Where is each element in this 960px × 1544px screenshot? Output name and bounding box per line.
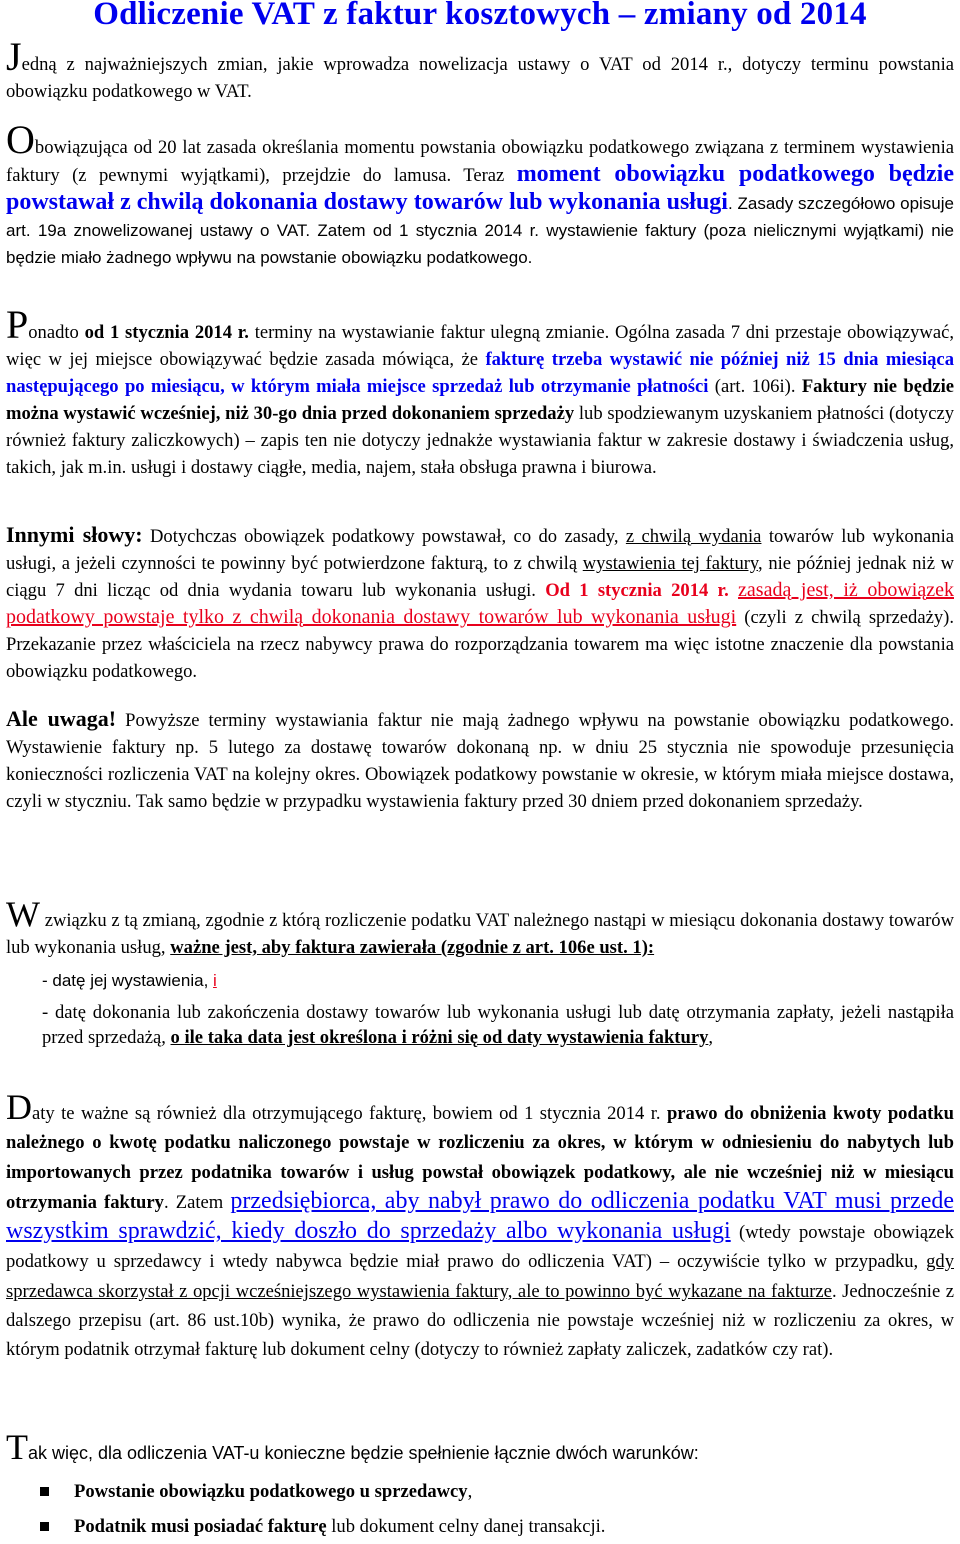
highlight-15-days: fakturę trzeba wystawić nie później niż 15 dnia miesiąca następującego po miesiącu, w którym miała miejsce sprzedaż lub otrzymanie płatności — [6, 349, 954, 397]
paragraph-intro: Jedną z najważniejszych zmian, jakie wprowadza nowelizacja ustawy o VAT od 2014 r., dotyczy terminu powstania obowiązku podatkowego w VAT. — [6, 34, 954, 102]
paragraph-invoice-content: W związku z tą zmianą, zgodnie z którą rozliczenie podatku VAT należnego nastąpi w miesiącu dokonania dostawy towarów lub wykonania usług, ważne jest, aby faktura zawierała (zgodnie z art. 106e ust. 1): — [6, 894, 954, 958]
highlight-red-rule: zasadą jest, iż obowiązek podatkowy powstaje tylko z chwilą dokonania dostawy towarów lub wykonania usługi — [6, 579, 954, 628]
paragraph-deadlines: Ponadto od 1 stycznia 2014 r. terminy na wystawianie faktur ulegną zmianie. Ogólna zasada 7 dni przestaje obowiązywać, więc w jej miejsce obowiązywać będzie zasada mówiąca, że fakturę trzeba wystawić nie później niż 15 dnia miesiąca następującego po miesiącu, w którym miała miejsce sprzedaż lub otrzymanie płatności (art. 106i). Faktury nie będzie można wystawić wcześniej, niż 30-go dnia przed dokonaniem sprzedaży lub spodziewanym uzyskaniem płatności (dotyczy również faktury zaliczkowych) – zapis ten nie dotyczy jednakże wystawiania faktur w zakresie dostawy i świadczenia usług, takich, jak m.in. usługi i dostawy ciągłe, media, najem, stała obsługa prawna i biurowa. — [6, 302, 955, 478]
list-item-issue-date: - datę jej wystawienia, i — [42, 971, 217, 990]
conditions-list — [40, 1474, 940, 1544]
paragraph-deduction: Daty te ważne są również dla otrzymującego fakturę, bowiem od 1 stycznia 2014 r. prawo do obniżenia kwoty podatku należnego o kwotę podatku naliczonego powstaje w rozliczeniu za okres, w którym w odniesieniu do nabytych lub importowanych przez podatnika towarów i usług powstał obowiązek podatkowy, ale nie wcześniej niż w miesiącu otrzymania faktury. Zatem przedsiębiorca, aby nabył prawo do odliczenia podatku VAT musi przede wszystkim sprawdzić, kiedy doszło do sprzedaży albo wykonania usługi (wtedy powstaje obowiązek podatkowy u sprzedawcy i wtedy nabywca będzie miał prawo do odliczenia VAT) – oczywiście tylko w przypadku, gdy sprzedawca skorzystał z opcji wcześniejszego wystawienia faktury, ale to powinno być wykazane na fakturze. Jednocześnie z dalszego przepisu (art. 86 ust.10b) wynika, że prawo do odliczenia nie powstaje wcześniej niż w rozliczeniu za okres, w którym podatnik otrzymał fakturę lub dokument celny (dotyczy to również zapłaty zaliczek, zadatków czy rat). — [6, 1087, 954, 1361]
list-item-delivery-date: - datę dokonania lub zakończenia dostawy towarów lub wykonania usługi lub datę otrzymania zapłaty, jeżeli nastąpiła przed sprzedażą, o ile taka data jest określona i różni się od daty wystawienia faktury, — [42, 1002, 954, 1048]
page-title: Odliczenie VAT z faktur kosztowych – zmiany od 2014 — [93, 0, 867, 32]
paragraph-conditions: Tak więc, dla odliczenia VAT-u konieczne będzie spełnienie łącznie dwóch warunków: — [6, 1427, 699, 1467]
drop-cap: P — [6, 302, 29, 347]
highlight-entrepreneur: przedsiębiorca, aby nabył prawo do odliczenia podatku VAT musi przede wszystkim sprawdzić, kiedy doszło do sprzedaży albo wykonania usługi — [6, 1187, 954, 1245]
drop-cap: J — [6, 34, 22, 79]
drop-cap: O — [6, 117, 35, 162]
paragraph-attention: Ale uwaga! Powyższe terminy wystawiania faktur nie mają żadnego wpływu na powstanie obowiązku podatkowego. Wystawienie faktury np. 5 lutego za dostawę towarów dokonaną np. w dniu 25 stycznia nie spowoduje przesunięcia konieczności rozliczenia VAT na kolejny okres. Obowiązek podatkowy powstanie w okresie, w którym miała miejsce dostawa, czyli w styczniu. Tak samo będzie w przypadku wystawienia faktury przed 30 dniem przed dokonaniem sprzedaży. — [6, 706, 954, 812]
drop-cap: T — [6, 1427, 28, 1467]
drop-cap: D — [6, 1087, 32, 1127]
paragraph-obligation: Obowiązująca od 20 lat zasada określania momentu powstania obowiązku podatkowego związana z terminem wystawienia faktury (z pewnymi wyjątkami), przejdzie do lamusa. Teraz moment obowiązku podatkowego będzie powstawał z chwilą dokonania dostawy towarów lub wykonania usługi. Zasady szczegółowo opisuje art. 19a znowelizowanej ustawy o VAT. Zatem od 1 stycznia 2014 r. wystawienie faktury (poza nielicznymi wyjątkami) nie będzie miało żadnego wpływu na powstanie obowiązku podatkowego. — [6, 117, 954, 267]
list-item: Powstanie obowiązku podatkowego u sprzedawcy, — [40, 1474, 940, 1509]
drop-cap: W — [6, 894, 40, 934]
paragraph-in-other-words: Innymi słowy: Dotychczas obowiązek podatkowy powstawał, co do zasady, z chwilą wydania towarów lub wykonania usługi, a jeżeli czynności te powinny być potwierdzone fakturą, to z chwilą wystawienia tej faktury, nie później jednak niż w ciągu 7 dni licząc od dnia wydania towaru lub wykonania usługi. Od 1 stycznia 2014 r. zasadą jest, iż obowiązek podatkowy powstaje tylko z chwilą dokonania dostawy towarów lub wykonania usługi (czyli z chwilą sprzedaży). Przekazanie przez właściciela na rzecz nabywcy prawa do rozporządzania towarem ma więc istotne znaczenie dla powstania obowiązku podatkowego. — [6, 522, 955, 682]
list-item: Podatnik musi posiadać fakturę lub dokument celny danej transakcji. — [40, 1509, 940, 1544]
highlight-moment: moment obowiązku podatkowego będzie powstawał z chwilą dokonania dostawy towarów lub wykonania usługi — [6, 161, 954, 215]
